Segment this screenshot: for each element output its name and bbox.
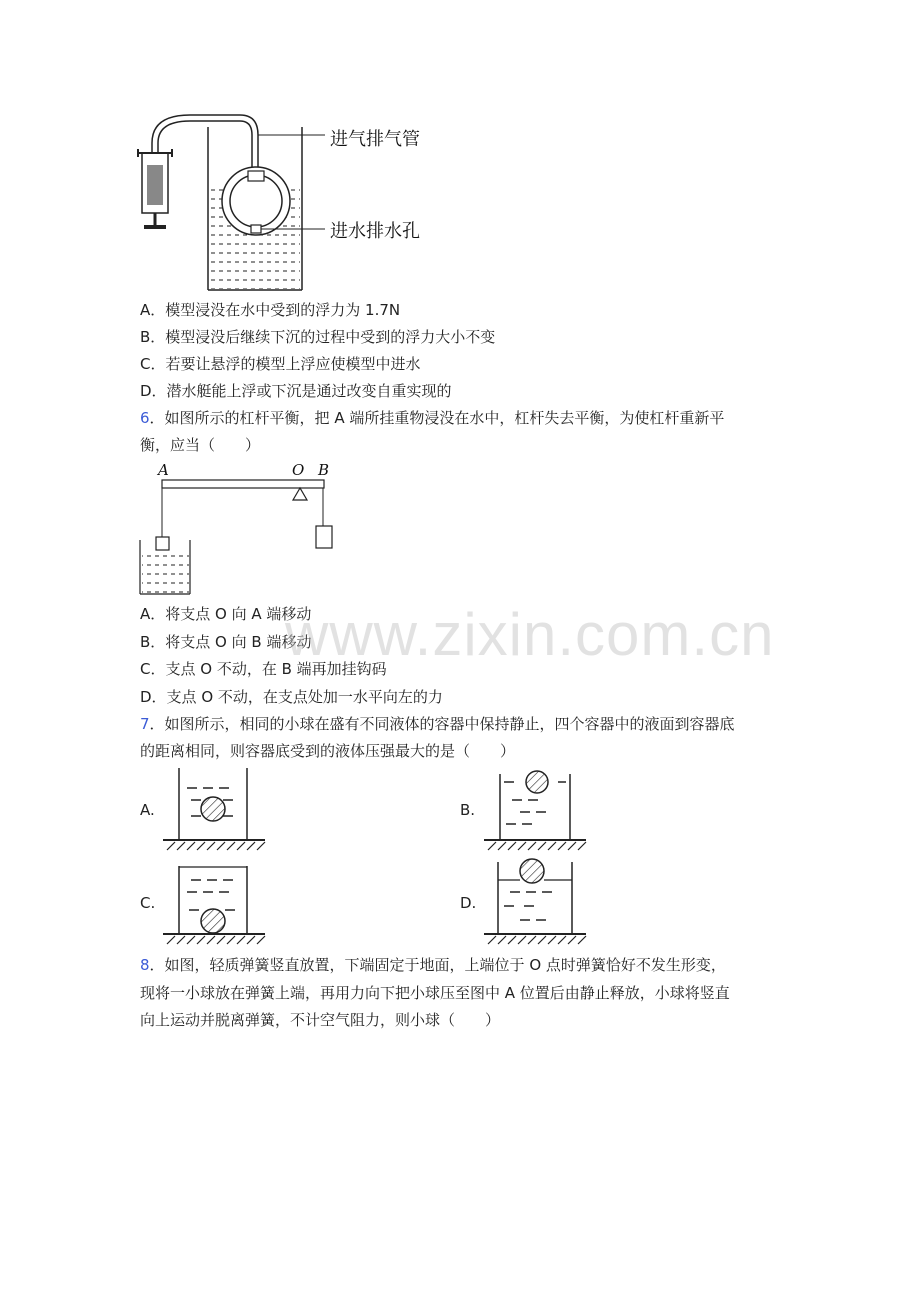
container-b-figure <box>484 766 589 854</box>
q5-option-b: B．模型浸没后继续下沉的过程中受到的浮力大小不变 <box>140 328 496 346</box>
q8-stem-line1: 8．如图，轻质弹簧竖直放置，下端固定于地面，上端位于 O 点时弹簧恰好不发生形变， <box>140 956 726 974</box>
q5-option-d: D．潜水艇能上浮或下沉是通过改变自重实现的 <box>140 382 452 400</box>
container-a-figure <box>163 768 268 853</box>
q8-number: 8 <box>140 956 150 974</box>
q6-option-b: B．将支点 O 向 B 端移动 <box>140 633 312 651</box>
q8-stem-line3: 向上运动并脱离弹簧，不计空气阻力，则小球（ ） <box>140 1011 501 1029</box>
watermark: www.zixin.com.cn <box>285 601 775 668</box>
q7-stem-line2: 的距离相同，则容器底受到的液体压强最大的是（ ） <box>140 742 516 760</box>
container-d-figure <box>484 854 589 946</box>
q7-number: 7 <box>140 715 150 733</box>
lever-label-a: A <box>158 461 169 479</box>
q6-option-a: A．将支点 O 向 A 端移动 <box>140 605 312 623</box>
q6-stem-line1: 6．如图所示的杠杆平衡，把 A 端所挂重物浸没在水中，杠杆失去平衡，为使杠杆重新平 <box>140 409 725 427</box>
q6-option-c: C．支点 O 不动，在 B 端再加挂钩码 <box>140 660 387 678</box>
q8-stem-line2: 现将一小球放在弹簧上端，再用力向下把小球压至图中 A 位置后由静止释放，小球将竖直 <box>140 984 730 1002</box>
q5-option-a: A．模型浸没在水中受到的浮力为 1.7N <box>140 301 401 319</box>
q7-label-d: D. <box>460 894 477 912</box>
q7-label-c: C. <box>140 894 156 912</box>
label-water-hole: 进水排水孔 <box>330 221 420 242</box>
q6-option-d: D．支点 O 不动，在支点处加一水平向左的力 <box>140 688 443 706</box>
q7-label-b: B. <box>460 801 476 819</box>
lever-figure <box>138 462 348 597</box>
lever-label-b: B <box>318 461 330 479</box>
q7-stem-line1: 7．如图所示，相同的小球在盛有不同液体的容器中保持静止，四个容器中的液面到容器底 <box>140 715 735 733</box>
container-c-figure <box>163 858 268 946</box>
q7-label-a: A. <box>140 801 155 819</box>
label-air-tube: 进气排气管 <box>330 129 420 150</box>
q6-stem-line2: 衡，应当（ ） <box>140 436 261 454</box>
q5-option-c: C．若要让悬浮的模型上浮应使模型中进水 <box>140 355 421 373</box>
q6-number: 6 <box>140 409 150 427</box>
lever-label-o: O <box>292 461 305 479</box>
submarine-model-figure <box>130 105 460 295</box>
